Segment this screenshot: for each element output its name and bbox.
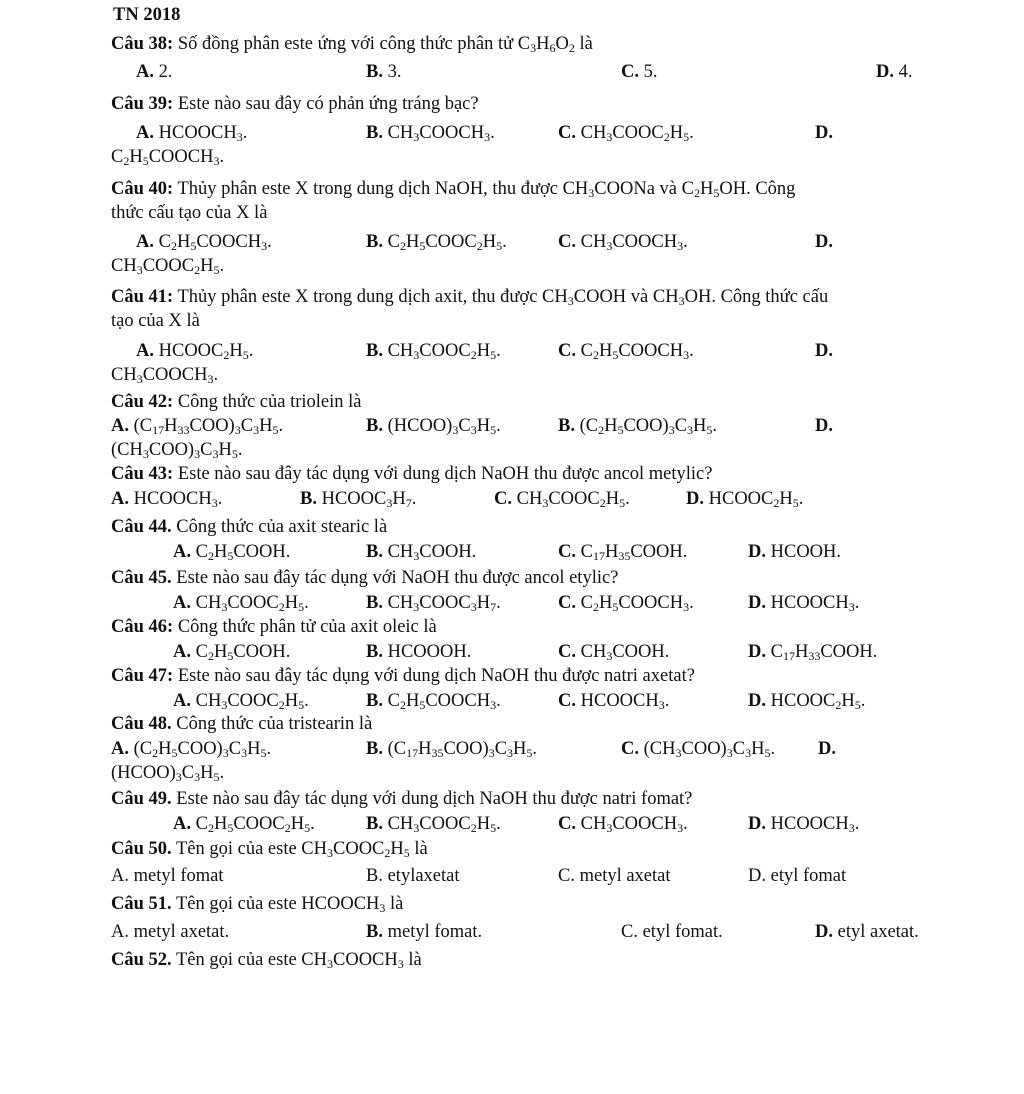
q39-option-d: $C_2H_5COOCH_3$.	[111, 147, 225, 168]
question-51: Câu 51. Tên gọi của este $HCOOCH_3$ là	[111, 894, 404, 915]
q51-option-b: B. metyl fomat.	[366, 922, 483, 942]
question-52: Câu 52. Tên gọi của este $CH_3COOCH_3$ là	[111, 950, 422, 971]
question-43: Câu 43: Este nào sau đây tác dụng với dung dịch NaOH thu được ancol metylic?	[111, 464, 713, 484]
q51-option-c: C. etyl fomat.	[621, 922, 723, 942]
q50-option-c: C. metyl axetat	[558, 866, 671, 886]
q41-option-c: C. $C_2H_5COOCH_3$.	[558, 341, 694, 362]
question-42: Câu 42: Công thức của triolein là	[111, 392, 362, 412]
q47-option-b: B. $C_2H_5COOCH_3$.	[366, 691, 501, 712]
q46-option-d: D. $C_{17}H_{33}COOH$.	[748, 642, 878, 663]
q49-option-c: C. $CH_3COOCH_3$.	[558, 814, 688, 835]
q44-option-c: C. $C_{17}H_{35}COOH$.	[558, 542, 688, 563]
question-48: Câu 48. Công thức của tristearin là	[111, 714, 373, 734]
q42-option-d: $(CH_3COO)_3C_3H_5$.	[111, 440, 243, 461]
q42-option-d-label: D.	[815, 416, 833, 436]
question-49: Câu 49. Este nào sau đây tác dụng với dung dịch NaOH thu được natri fomat?	[111, 789, 693, 809]
q47-option-a: A. $CH_3COOC_2H_5$.	[173, 691, 309, 712]
q49-option-b: B. $CH_3COOC_2H_5$.	[366, 814, 501, 835]
q46-option-c: C. $CH_3COOH$.	[558, 642, 670, 663]
q41-option-b: B. $CH_3COOC_2H_5$.	[366, 341, 501, 362]
q40-option-b: B. $C_2H_5COOC_2H_5$.	[366, 232, 507, 253]
q41-option-a: A. $HCOOC_2H_5$.	[136, 341, 254, 362]
q44-option-b: B. $CH_3COOH$.	[366, 542, 477, 563]
q49-option-a: A. $C_2H_5COOC_2H_5$.	[173, 814, 315, 835]
q47-option-c: C. $HCOOCH_3$.	[558, 691, 670, 712]
question-44: Câu 44. Công thức của axit stearic là	[111, 517, 388, 537]
q50-option-a: A. metyl fomat	[111, 866, 224, 886]
q40-option-d-label: D.	[815, 232, 833, 252]
q39-option-d-label: D.	[815, 123, 833, 143]
header-title: TN 2018	[113, 5, 181, 25]
q48-option-b: B. $(C_{17}H_{35}COO)_3C_3H_5$.	[366, 739, 538, 760]
q38-option-d: D. 4.	[876, 62, 913, 82]
q38-option-a: A. 2.	[136, 62, 173, 82]
q50-option-d: D. etyl fomat	[748, 866, 847, 886]
q42-option-a: A. $(C_{17}H_{33}COO)_3C_3H_5$.	[111, 416, 284, 437]
question-40: Câu 40: Thủy phân este X trong dung dịch NaOH, thu được $CH_3COONa$ và $C_2H_5OH$. Công	[111, 179, 796, 200]
q43-option-c: C. $CH_3COOC_2H_5$.	[494, 489, 630, 510]
q40-option-c: C. $CH_3COOCH_3$.	[558, 232, 688, 253]
q39-option-b: B. $CH_3COOCH_3$.	[366, 123, 495, 144]
q42-option-c: B. $(C_2H_5COO)_3C_3H_5$.	[558, 416, 718, 437]
q44-option-d: D. HCOOH.	[748, 542, 842, 562]
q44-option-a: A. $C_2H_5COOH$.	[173, 542, 291, 563]
q46-option-b: B. HCOOOH.	[366, 642, 472, 662]
question-45: Câu 45. Este nào sau đây tác dụng với NaOH thu được ancol etylic?	[111, 568, 619, 588]
q40-option-a: A. $C_2H_5COOCH_3$.	[136, 232, 272, 253]
q39-option-a: A. $HCOOCH_3$.	[136, 123, 248, 144]
question-39: Câu 39: Este nào sau đây có phản ứng tráng bạc?	[111, 94, 479, 114]
q45-option-c: C. $C_2H_5COOCH_3$.	[558, 593, 694, 614]
question-47: Câu 47: Este nào sau đây tác dụng với dung dịch NaOH thu được natri axetat?	[111, 666, 695, 686]
q51-option-a: A. metyl axetat.	[111, 922, 230, 942]
q38-option-b: B. 3.	[366, 62, 402, 82]
q38-option-c: C. 5.	[621, 62, 658, 82]
question-40-line2: thức cấu tạo của X là	[111, 203, 268, 223]
q45-option-d: D. $HCOOCH_3$.	[748, 593, 860, 614]
question-41: Câu 41: Thủy phân este X trong dung dịch axit, thu được $CH_3COOH$ và $CH_3OH$. Công thức cấu	[111, 287, 829, 308]
q49-option-d: D. $HCOOCH_3$.	[748, 814, 860, 835]
question-41-line2: tạo của X là	[111, 311, 200, 331]
q48-option-d-label: D.	[818, 739, 836, 759]
q40-option-d: $CH_3COOC_2H_5$.	[111, 256, 225, 277]
q47-option-d: D. $HCOOC_2H_5$.	[748, 691, 866, 712]
q41-option-d-label: D.	[815, 341, 833, 361]
q51-option-d: D. etyl axetat.	[815, 922, 919, 942]
q48-option-d: $(HCOO)_3C_3H_5$.	[111, 763, 225, 784]
q50-option-b: B. etylaxetat	[366, 866, 460, 886]
question-38-text: Số đồng phân este ứng với công thức phân tử $C_3H_6O_2$ là	[177, 34, 593, 55]
question-46: Câu 46: Công thức phân tử của axit oleic là	[111, 617, 437, 637]
q39-option-c: C. $CH_3COOC_2H_5$.	[558, 123, 694, 144]
question-38: Câu 38: Số đồng phân este ứng với công thức phân tử $C_3H_6O_2$ là	[111, 34, 593, 55]
q48-option-a: A. $(C_2H_5COO)_3C_3H_5$.	[111, 739, 272, 760]
q43-option-d: D. $HCOOC_2H_5$.	[686, 489, 804, 510]
q45-option-a: A. $CH_3COOC_2H_5$.	[173, 593, 309, 614]
q42-option-b: B. $(HCOO)_3C_3H_5$.	[366, 416, 501, 437]
q43-option-b: B. $HCOOC_3H_7$.	[300, 489, 417, 510]
q45-option-b: B. $CH_3COOC_3H_7$.	[366, 593, 501, 614]
q43-option-a: A. $HCOOCH_3$.	[111, 489, 223, 510]
q41-option-d: $CH_3COOCH_3$.	[111, 365, 219, 386]
question-50: Câu 50. Tên gọi của este $CH_3COOC_2H_5$ là	[111, 839, 428, 860]
q48-option-c: C. $(CH_3COO)_3C_3H_5$.	[621, 739, 776, 760]
q46-option-a: A. $C_2H_5COOH$.	[173, 642, 291, 663]
